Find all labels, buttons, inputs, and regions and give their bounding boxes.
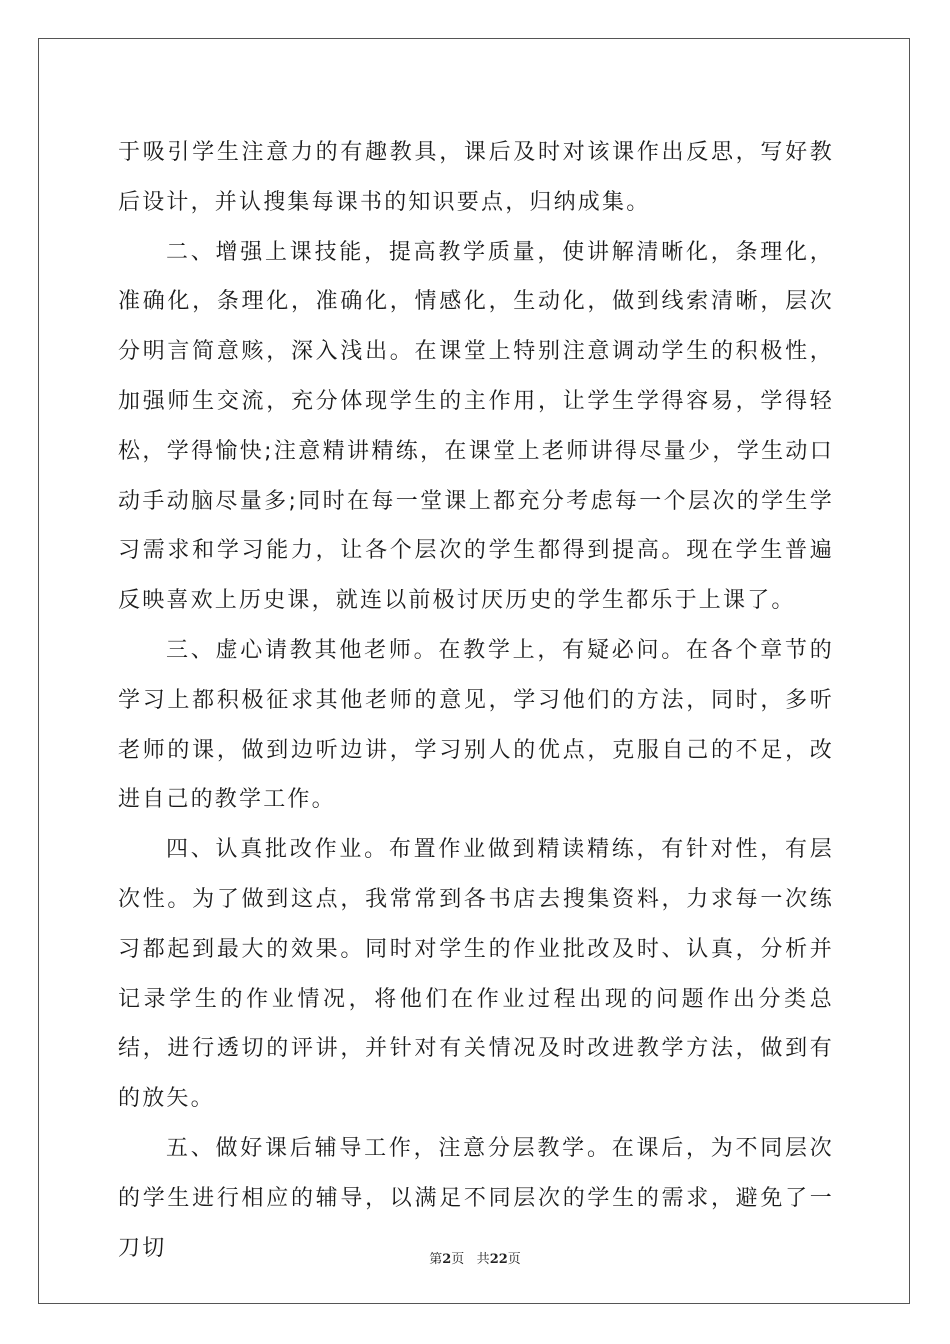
page-footer <box>0 1248 950 1267</box>
page-suffix: 页 <box>451 1252 465 1267</box>
page-prefix: 第 <box>429 1252 443 1267</box>
paragraph-section-4: 四、认真批改作业。布置作业做到精读精练，有针对性，有层次性。为了做到这点，我常常到各书店去搜集资料，力求每一次练习都起到最大的效果。同时对学生的作业批改及时、认真，分析并记录学生的作业情况，将他们在作业过程出现的问题作出分类总结，进行透切的评讲，并针对有关情况及时改进教学方法，做到有的放矢。 <box>118 837 834 1112</box>
paragraph-section-3: 三、虚心请教其他老师。在教学上，有疑必问。在各个章节的学习上都积极征求其他老师的意见，学习他们的方法，同时，多听老师的课，做到边听边讲，学习别人的优点，克服自己的不足，改进自己的教学工作。 <box>118 637 834 813</box>
paragraph-section-2: 二、增强上课技能，提高教学质量，使讲解清晰化，条理化，准确化，条理化，准确化，情感化，生动化，做到线索清晰，层次分明言简意赅，深入浅出。在课堂上特别注意调动学生的积极性，加强师生交流，充分体现学生的主作用，让学生学得容易，学得轻松，学得愉快;注意精讲精练，在课堂上老师讲得尽量少，学生动口动手动脑尽量多;同时在每一堂课上都充分考虑每一个层次的学生学习需求和学习能力，让各个层次的学生都得到提高。现在学生普遍反映喜欢上历史课，就连以前极讨厌历史的学生都乐于上课了。 <box>118 239 834 614</box>
total-prefix: 共 <box>476 1252 490 1267</box>
page-number: 2 <box>442 1252 452 1267</box>
paragraph-continuation: 于吸引学生注意力的有趣教具，课后及时对该课作出反思，写好教后设计，并认搜集每课书的知识要点，归纳成集。 <box>118 140 834 215</box>
paragraph-section-5: 五、做好课后辅导工作，注意分层教学。在课后，为不同层次的学生进行相应的辅导，以满足不同层次的学生的需求，避免了一刀切 <box>118 1135 834 1261</box>
document-body <box>118 128 834 1273</box>
total-pages: 22 <box>489 1252 508 1267</box>
total-suffix: 页 <box>507 1252 521 1267</box>
